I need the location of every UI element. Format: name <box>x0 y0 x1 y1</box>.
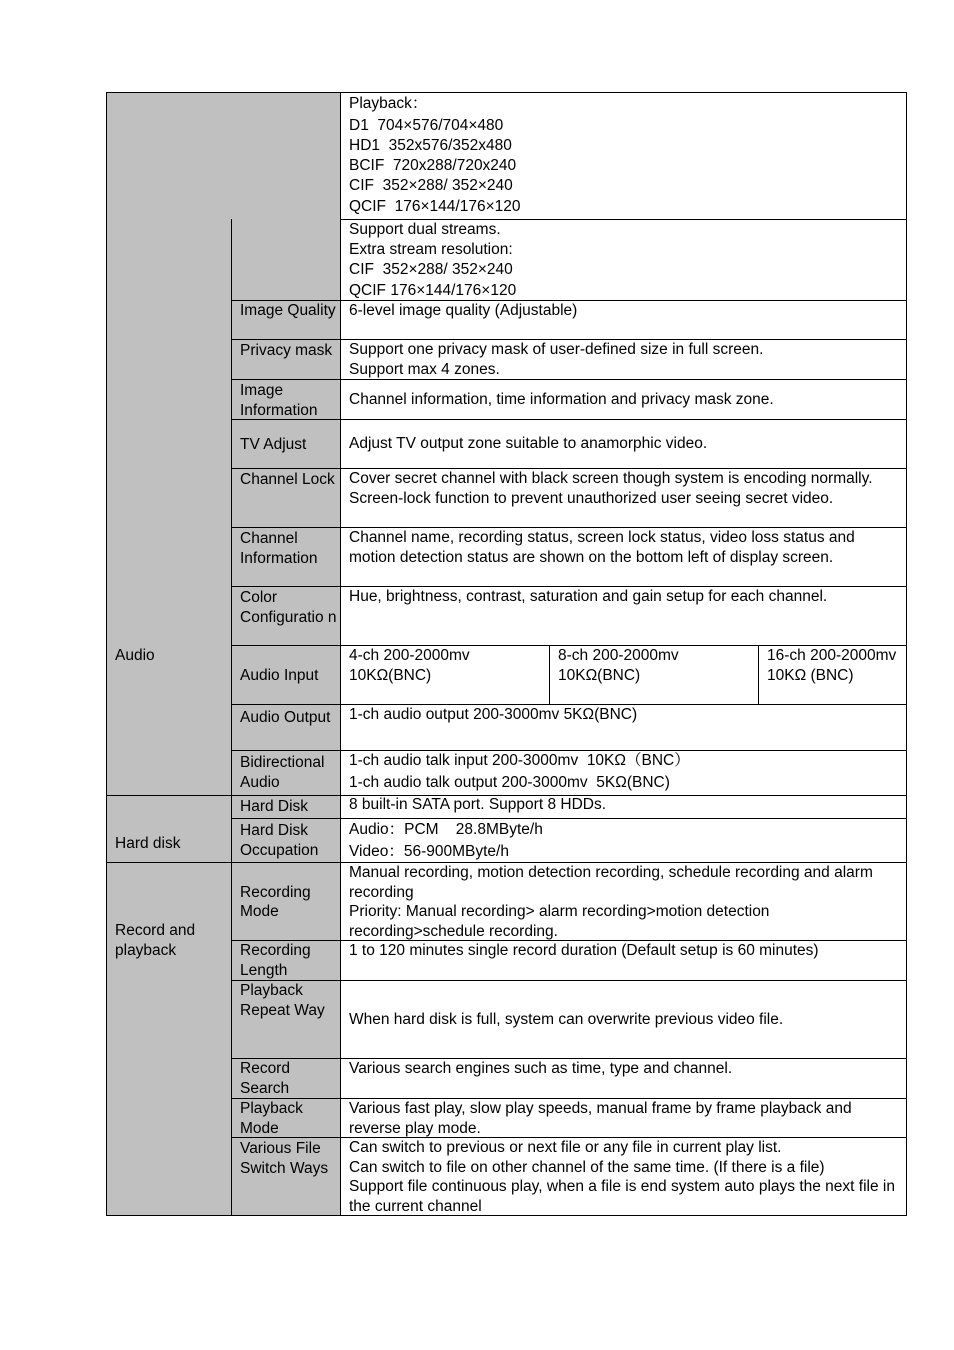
text-line: HD1 352x576/352x480 <box>349 137 512 154</box>
text-line: Audio：PCM 28.8MByte/h <box>349 821 543 838</box>
row-divider <box>231 300 907 301</box>
value-privacy-mask <box>341 340 907 379</box>
row-divider <box>231 468 907 469</box>
column-divider <box>549 645 550 705</box>
label-hard-disk-occupation: Hard Disk Occupation <box>240 822 319 859</box>
text-line: Video：56-900MByte/h <box>349 842 509 860</box>
row-divider <box>231 586 907 587</box>
value-bidirectional-audio <box>341 751 907 795</box>
text-line: CIF 352×288/ 352×240 <box>349 261 513 278</box>
value-record-search: Various search engines such as time, type and channel. <box>349 1060 733 1077</box>
category-audio: Audio <box>115 647 155 664</box>
spec-table <box>106 92 907 1216</box>
row-divider <box>231 704 907 705</box>
value-hard-disk: 8 built-in SATA port. Support 8 HDDs. <box>349 796 607 813</box>
label-playback-repeat-way: Playback Repeat Way <box>240 982 325 1019</box>
row-divider <box>231 1137 907 1138</box>
text-line: Support max 4 zones. <box>349 360 500 378</box>
label-color-configuration: Color Configuratio n <box>240 589 337 626</box>
value-hard-disk-occupation <box>341 820 907 862</box>
row-divider <box>231 645 907 646</box>
label-bidirectional-audio: Bidirectional Audio <box>240 754 325 791</box>
value-channel-information: Channel name, recording status, screen lock status, video loss status and motion detection status are shown on the bottom left of display screen. <box>349 529 855 566</box>
text-line: Can switch to file on other channel of the same time. (If there is a file) <box>349 1158 825 1176</box>
text-line: CIF 352×288/ 352×240 <box>349 177 513 194</box>
value-playback-repeat-way: When hard disk is full, system can overwrite previous video file. <box>349 1010 784 1028</box>
value-audio-output: 1-ch audio output 200-3000mv 5KΩ(BNC) <box>349 706 638 723</box>
label-image-quality: Image Quality <box>240 302 336 319</box>
value-playback-mode: Various fast play, slow play speeds, manual frame by frame playback and reverse play mode. <box>349 1100 852 1137</box>
text-line: Extra stream resolution: <box>349 240 513 258</box>
row-divider <box>231 1098 907 1099</box>
value-image-quality: 6-level image quality (Adjustable) <box>349 302 578 319</box>
value-file-switch-ways <box>341 1138 907 1216</box>
text-line: 1-ch audio talk input 200-3000mv 10KΩ（BNC） <box>349 752 690 769</box>
text-line: Support file continuous play, when a file is end system auto plays the next file in the current channel <box>349 1178 900 1215</box>
row-divider <box>231 940 907 941</box>
label-audio-output: Audio Output <box>240 709 331 726</box>
value-audio-input-4ch: 4-ch 200-2000mv 10KΩ(BNC) <box>349 647 470 684</box>
text-line: Priority: Manual recording> alarm recording>motion detection recording>schedule recording. <box>349 903 774 940</box>
label-playback-mode: Playback Mode <box>240 1100 303 1137</box>
row-divider <box>231 1058 907 1059</box>
value-color-configuration: Hue, brightness, contrast, saturation and gain setup for each channel. <box>349 588 828 605</box>
row-divider <box>231 339 907 340</box>
text-line: QCIF 176×144/176×120 <box>349 197 521 215</box>
text-line: Manual recording, motion detection recording, schedule recording and alarm recording <box>349 864 878 901</box>
category-hard-disk: Hard disk <box>115 835 181 852</box>
row-divider <box>107 862 907 863</box>
label-tv-adjust: TV Adjust <box>240 435 307 453</box>
row-divider <box>107 795 907 796</box>
row-divider <box>231 527 907 528</box>
text-line: D1 704×576/704×480 <box>349 116 504 134</box>
column-divider <box>340 93 341 1215</box>
value-audio-input-8ch: 8-ch 200-2000mv 10KΩ(BNC) <box>558 647 679 684</box>
row-divider <box>340 219 907 220</box>
text-line: 1-ch audio talk output 200-3000mv 5KΩ(BNC) <box>349 773 670 791</box>
text-line: BCIF 720x288/720x240 <box>349 156 517 174</box>
label-file-switch-ways: Various File Switch Ways <box>240 1140 329 1177</box>
text-line: Support dual streams. <box>349 221 501 238</box>
text-line: Cover secret channel with black screen though system is encoding normally. <box>349 470 873 487</box>
label-recording-length: Recording Length <box>240 942 311 979</box>
row-divider <box>231 419 907 420</box>
row-divider <box>231 818 907 819</box>
column-divider <box>231 219 232 795</box>
label-privacy-mask: Privacy mask <box>240 342 333 359</box>
text-line: Screen-lock function to prevent unauthorized user seeing secret video. <box>349 489 834 507</box>
label-audio-input: Audio Input <box>240 666 319 684</box>
column-divider <box>231 795 232 1215</box>
text-line: QCIF 176×144/176×120 <box>349 281 517 299</box>
label-hard-disk: Hard Disk <box>240 798 309 815</box>
value-channel-lock <box>341 469 907 527</box>
row-divider <box>231 750 907 751</box>
text-line: Support one privacy mask of user-defined size in full screen. <box>349 341 764 358</box>
label-image-information: Image Information <box>240 382 318 419</box>
row-divider <box>231 379 907 380</box>
column-divider <box>758 645 759 705</box>
value-tv-adjust: Adjust TV output zone suitable to anamorphic video. <box>349 435 708 453</box>
value-audio-input-16ch: 16-ch 200-2000mv 10KΩ (BNC) <box>767 647 897 684</box>
label-record-search: Record Search <box>240 1060 290 1097</box>
label-channel-lock: Channel Lock <box>240 471 335 488</box>
label-recording-mode: Recording Mode <box>240 883 311 920</box>
value-dual-stream <box>341 220 907 300</box>
label-channel-information: Channel Information <box>240 530 318 567</box>
text-line: Can switch to previous or next file or any file in current play list. <box>349 1139 782 1156</box>
value-recording-mode <box>341 863 907 940</box>
value-recording-length: 1 to 120 minutes single record duration (Default setup is 60 minutes) <box>349 942 819 959</box>
category-record-playback: Record and playback <box>115 922 196 959</box>
value-playback-resolution <box>341 94 907 220</box>
value-image-information: Channel information, time information and privacy mask zone. <box>349 390 774 408</box>
text-line: Playback： <box>349 95 428 112</box>
row-divider <box>231 980 907 981</box>
